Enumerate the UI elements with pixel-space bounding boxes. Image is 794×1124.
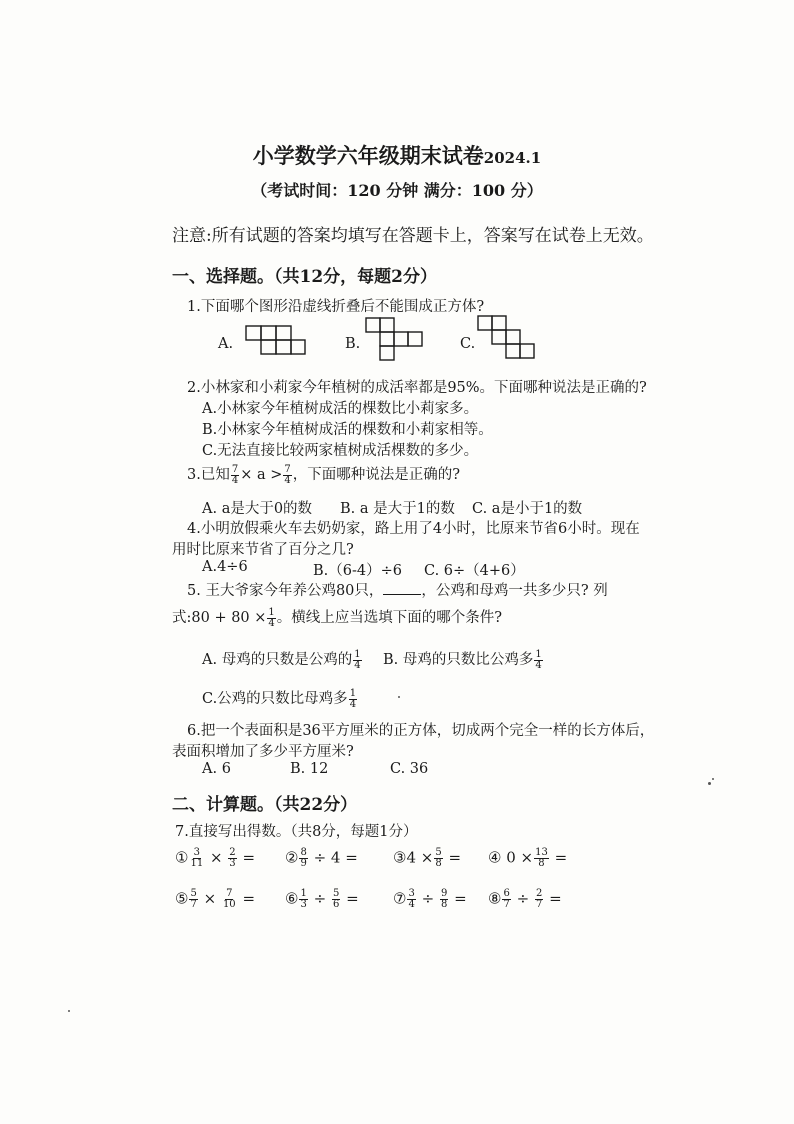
q3-option-c: C. a是小于1的数	[472, 501, 583, 517]
q3-option-b: B. a 是大于1的数	[340, 501, 455, 517]
calc-fraction-1	[434, 848, 442, 869]
exam-subtitle: （考试时间：120 分钟 满分：100 分）	[251, 181, 543, 200]
calc-operator: ÷	[416, 889, 439, 908]
calc-fraction-1-den: 11	[190, 858, 204, 869]
calc-mark: ①	[175, 848, 189, 867]
calc-equals: =	[448, 848, 462, 867]
q3-frac1-num: 7	[231, 463, 239, 475]
calc-mark: ⑧	[488, 889, 502, 908]
calc-equals: =	[544, 889, 562, 908]
q3-prefix: 3.已知	[187, 467, 230, 483]
q7-text: 7.直接写出得数。（共8分，每题1分）	[175, 824, 418, 840]
scan-speck	[68, 1010, 70, 1012]
calc-fraction-1-den: 8	[435, 858, 442, 869]
calc-fraction-2-den: 7	[535, 899, 543, 910]
calc-mark: ⑤	[175, 889, 189, 908]
calc-item-1	[175, 848, 255, 869]
calc-fraction-1	[299, 848, 307, 869]
calc-fraction-1-den: 7	[503, 899, 510, 910]
calc-equals: =	[449, 889, 467, 908]
q3-text	[187, 463, 460, 486]
calc-fraction-1-num: 5	[435, 847, 442, 858]
calc-fraction-1-den: 9	[300, 858, 307, 869]
q4-option-c: C. 6÷（4+6）	[424, 563, 525, 579]
section1-heading: 一、选择题。（共12分，每题2分）	[172, 267, 437, 287]
calc-fraction-1-num: 13	[535, 847, 548, 858]
calc-fraction-1-num: 8	[300, 847, 307, 858]
q5-option-b	[383, 648, 544, 671]
calc-mark: ④ 0 ×	[488, 848, 534, 867]
q5-line2-a: 式:80 + 80 ×	[172, 610, 267, 626]
q5-option-b-den: 4	[535, 659, 542, 671]
q5-option-b-num: 1	[535, 648, 542, 660]
calc-item-4	[488, 848, 567, 869]
q1-option-a-label: A.	[218, 336, 234, 352]
q5-line1-b: ，公鸡和母鸡一共多少只? 列	[421, 583, 608, 599]
title-year: 2024.1	[483, 149, 542, 167]
q1-net-a-figure	[246, 326, 306, 356]
calc-equals: =	[237, 889, 256, 908]
scan-speck	[712, 778, 714, 780]
q3-fraction-2	[283, 465, 291, 486]
q2-text: 2.小林家和小莉家今年植树的成活率都是95%。下面哪种说法是正确的?	[187, 380, 647, 396]
calc-fraction-2-num: 5	[332, 888, 340, 899]
calc-equals: =	[341, 889, 359, 908]
q5-option-a-text: A. 母鸡的只数是公鸡的	[202, 652, 353, 668]
calc-fraction-1-num: 1	[300, 888, 307, 899]
calc-fraction-2	[332, 889, 340, 910]
q5-option-a	[202, 648, 363, 671]
q3-suffix: ，下面哪种说法是正确的?	[292, 467, 461, 483]
q5-option-c-text: C.公鸡的只数比母鸡多	[202, 691, 348, 707]
calc-fraction-1	[534, 848, 549, 869]
q1-net-c-figure	[478, 316, 538, 362]
q5-option-b-fraction	[534, 650, 542, 671]
q6-line2: 表面积增加了多少平方厘米?	[172, 744, 354, 760]
q5-option-a-num: 1	[354, 648, 361, 660]
calc-operator: ÷ 4	[308, 848, 346, 867]
exam-title	[0, 140, 794, 170]
calc-fraction-1-num: 6	[503, 888, 510, 899]
calc-fraction-2	[228, 848, 236, 869]
q6-option-a: A. 6	[202, 761, 231, 777]
q5-fill-blank	[383, 594, 421, 595]
q1-option-c-label: C.	[460, 336, 476, 352]
calc-operator: ÷	[511, 889, 534, 908]
section2-heading: 二、计算题。（共22分）	[172, 795, 358, 815]
calc-item-7	[393, 889, 467, 910]
calc-operator: ÷	[308, 889, 331, 908]
q6-option-c: C. 36	[390, 761, 429, 777]
q5-option-b-text: B. 母鸡的只数比公鸡多	[383, 652, 534, 668]
calc-fraction-2-num: 2	[535, 888, 543, 899]
calc-fraction-2	[535, 889, 543, 910]
calc-fraction-1-num: 5	[190, 888, 197, 899]
q5-frac-num: 1	[268, 606, 275, 618]
calc-fraction-1	[502, 889, 510, 910]
q3-fraction-1	[231, 465, 239, 486]
calc-mark: ⑦	[393, 889, 407, 908]
q4-option-a: A.4÷6	[202, 559, 248, 575]
calc-fraction-1-num: 3	[193, 847, 200, 858]
calc-fraction-2-num: 7	[226, 888, 233, 899]
q3-option-a: A. a是大于0的数	[202, 501, 313, 517]
calc-fraction-2	[440, 889, 448, 910]
scan-speck	[708, 782, 711, 785]
calc-operator: ×	[205, 848, 228, 867]
calc-item-5	[175, 889, 255, 910]
q5-option-c	[202, 687, 358, 710]
q6-option-b: B. 12	[290, 761, 329, 777]
q2-option-a: A.小林家今年植树成活的棵数比小莉家多。	[202, 401, 479, 417]
calc-item-2	[285, 848, 358, 869]
q5-frac-den: 4	[268, 617, 275, 629]
q3-frac2-num: 7	[284, 463, 291, 475]
calc-fraction-2-den: 6	[332, 899, 340, 910]
calc-fraction-2	[222, 889, 237, 910]
q4-line1: 4.小明放假乘火车去奶奶家，路上用了4小时，比原来节省6小时。现在	[187, 521, 640, 537]
q1-net-b-figure	[366, 318, 424, 364]
calc-fraction-1-num: 3	[408, 888, 415, 899]
q5-option-c-fraction	[349, 689, 357, 710]
q1-option-b-label: B.	[345, 336, 361, 352]
q5-line2	[172, 606, 502, 629]
calc-item-6	[285, 889, 359, 910]
q5-option-c-num: 1	[349, 687, 357, 699]
calc-item-3	[393, 848, 461, 869]
calc-fraction-1-den: 8	[538, 858, 545, 869]
calc-fraction-2-num: 9	[440, 888, 448, 899]
q5-fraction	[267, 608, 275, 629]
q5-option-a-den: 4	[354, 659, 361, 671]
title-text: 小学数学六年级期末试卷	[252, 143, 484, 168]
exam-notice: 注意:所有试题的答案均填写在答题卡上，答案写在试卷上无效。	[172, 226, 654, 246]
calc-operator: ×	[198, 889, 221, 908]
q5-option-c-den: 4	[349, 698, 357, 710]
calc-fraction-1	[189, 889, 197, 910]
q3-middle: × a >	[240, 467, 283, 483]
calc-fraction-2-num: 2	[229, 847, 236, 858]
calc-mark: ⑥	[285, 889, 299, 908]
q2-option-b: B.小林家今年植树成活的棵数和小莉家相等。	[202, 422, 493, 438]
calc-mark: ②	[285, 848, 299, 867]
q5-line2-b: 。横线上应当选填下面的哪个条件?	[276, 610, 503, 626]
calc-fraction-1	[299, 889, 307, 910]
calc-fraction-1	[407, 889, 415, 910]
calc-fraction-2-den: 8	[440, 899, 448, 910]
q5-option-a-fraction	[353, 650, 361, 671]
calc-fraction-1-den: 3	[300, 899, 307, 910]
calc-equals: =	[554, 848, 568, 867]
q4-option-b: B.（6-4）÷6	[313, 563, 402, 579]
q5-line1-a: 5. 王大爷家今年养公鸡80只，	[187, 583, 384, 599]
calc-fraction-1	[189, 848, 204, 869]
calc-fraction-1-den: 7	[190, 899, 197, 910]
q2-option-c: C.无法直接比较两家植树成活棵数的多少。	[202, 443, 479, 459]
calc-fraction-2-den: 10	[222, 899, 236, 910]
q1-text: 1.下面哪个图形沿虚线折叠后不能围成正方体?	[187, 299, 485, 315]
q6-line1: 6.把一个表面积是36平方厘米的正方体，切成两个完全一样的长方体后，	[187, 723, 655, 739]
q3-frac2-den: 4	[284, 474, 291, 486]
scan-speck	[398, 696, 400, 698]
calc-equals: =	[345, 848, 358, 867]
calc-fraction-1-den: 4	[408, 899, 415, 910]
q3-frac1-den: 4	[231, 474, 239, 486]
q5-line1	[187, 579, 608, 600]
calc-item-8	[488, 889, 562, 910]
calc-fraction-2-den: 3	[229, 858, 236, 869]
q4-line2: 用时比原来节省了百分之几?	[172, 542, 354, 558]
calc-equals: =	[237, 848, 256, 867]
calc-mark: ③4 ×	[393, 848, 434, 867]
